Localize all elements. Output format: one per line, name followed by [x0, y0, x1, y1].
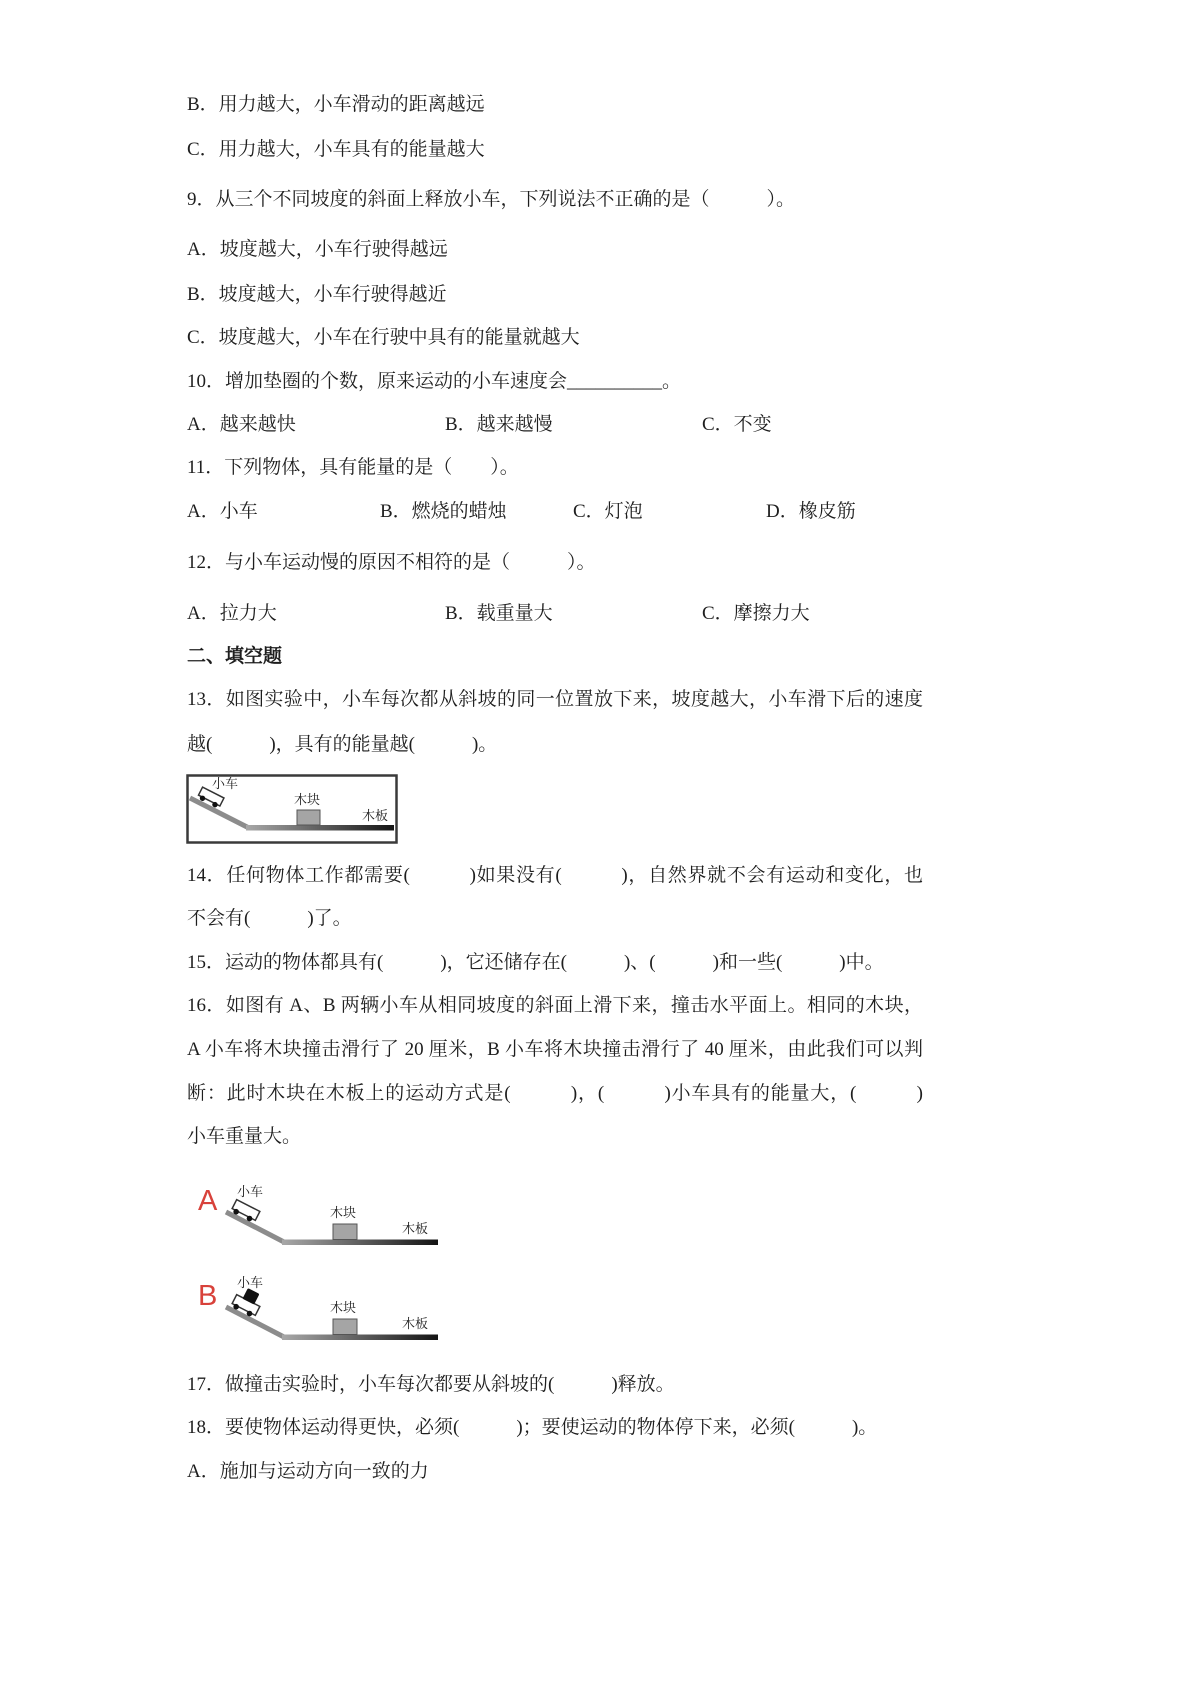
question-10-option-b: B．越来越慢 — [445, 414, 553, 435]
car-label: 小车 — [237, 1276, 264, 1291]
question-17-line-1: 17．做撞击实验时，小车每次都要从斜坡的( )释放。 — [187, 1374, 675, 1395]
question-18-option-a: A．施加与运动方向一致的力 — [187, 1461, 429, 1482]
question-10-option-c: C．不变 — [702, 414, 772, 435]
question-10-options — [0, 412, 1191, 438]
question-9-option-b: B．坡度越大，小车行驶得越近 — [187, 284, 447, 305]
question-10-stem: 10．增加垫圈的个数，原来运动的小车速度会__________。 — [187, 371, 682, 392]
question-16-line-4: 小车重量大。 — [187, 1126, 302, 1147]
figure-q13-incline-experiment — [186, 774, 399, 845]
question-14-line-1: 14．任何物体工作都需要( )如果没有( )，自然界就不会有运动和变化，也 — [187, 865, 923, 886]
question-12-option-b: B．载重量大 — [445, 603, 553, 624]
wooden-block — [333, 1319, 357, 1335]
figure-q16-car-b — [196, 1271, 442, 1347]
question-11-option-a: A．小车 — [187, 501, 258, 522]
question-11-stem: 11．下列物体，具有能量的是（ ）。 — [187, 457, 519, 478]
board-label: 木板 — [362, 809, 389, 824]
question-11-option-c: C．灯泡 — [573, 501, 643, 522]
figure-q16-car-a — [196, 1176, 442, 1252]
wooden-block — [333, 1224, 357, 1240]
question-16-line-1: 16．如图有 A、B 两辆小车从相同坡度的斜面上滑下来，撞击水平面上。相同的木块， — [187, 995, 923, 1016]
question-10-option-a: A．越来越快 — [187, 414, 296, 435]
question-9-option-a: A．坡度越大，小车行驶得越远 — [187, 239, 448, 260]
block-label: 木块 — [330, 1206, 357, 1221]
question-12-stem: 12．与小车运动慢的原因不相符的是（ ）。 — [187, 552, 596, 573]
board-label: 木板 — [402, 1222, 429, 1237]
question-12-option-c: C．摩擦力大 — [702, 603, 810, 624]
prev-question-option-b: B．用力越大，小车滑动的距离越远 — [187, 94, 485, 115]
figure-letter: A — [198, 1185, 218, 1217]
question-13-line-1: 13．如图实验中，小车每次都从斜坡的同一位置放下来，坡度越大，小车滑下后的速度 — [187, 689, 923, 710]
car-label: 小车 — [237, 1185, 264, 1200]
question-11-options — [0, 499, 1191, 525]
question-16-line-2: A 小车将木块撞击滑行了 20 厘米，B 小车将木块撞击滑行了 40 厘米，由此我们可以判 — [187, 1039, 923, 1060]
board — [246, 825, 394, 831]
question-16-line-3: 断：此时木块在木板上的运动方式是( )，( )小车具有的能量大，( ) — [187, 1083, 923, 1104]
block-label: 木块 — [294, 793, 321, 808]
figure-letter: B — [198, 1280, 218, 1312]
block-label: 木块 — [330, 1301, 357, 1316]
question-12-option-a: A．拉力大 — [187, 603, 277, 624]
question-12-options — [0, 601, 1191, 627]
question-13-line-2: 越( )，具有的能量越( )。 — [187, 734, 498, 755]
board-label: 木板 — [402, 1317, 429, 1332]
question-9-stem: 9．从三个不同坡度的斜面上释放小车，下列说法不正确的是（ ）。 — [187, 189, 796, 210]
car-label: 小车 — [212, 777, 239, 792]
question-14-line-2: 不会有( )了。 — [187, 908, 352, 929]
question-18-line-1: 18．要使物体运动得更快，必须( )；要使运动的物体停下来，必须( )。 — [187, 1417, 878, 1438]
question-9-option-c: C．坡度越大，小车在行驶中具有的能量就越大 — [187, 327, 580, 348]
question-11-option-d: D．橡皮筋 — [766, 501, 856, 522]
section-heading: 二、填空题 — [187, 646, 283, 667]
prev-question-option-c: C．用力越大，小车具有的能量越大 — [187, 139, 485, 160]
board — [282, 1335, 438, 1341]
question-11-option-b: B．燃烧的蜡烛 — [380, 501, 507, 522]
question-15-line-1: 15．运动的物体都具有( )，它还储存在( )、( )和一些( )中。 — [187, 952, 884, 973]
board — [282, 1240, 438, 1246]
wooden-block — [297, 810, 320, 825]
